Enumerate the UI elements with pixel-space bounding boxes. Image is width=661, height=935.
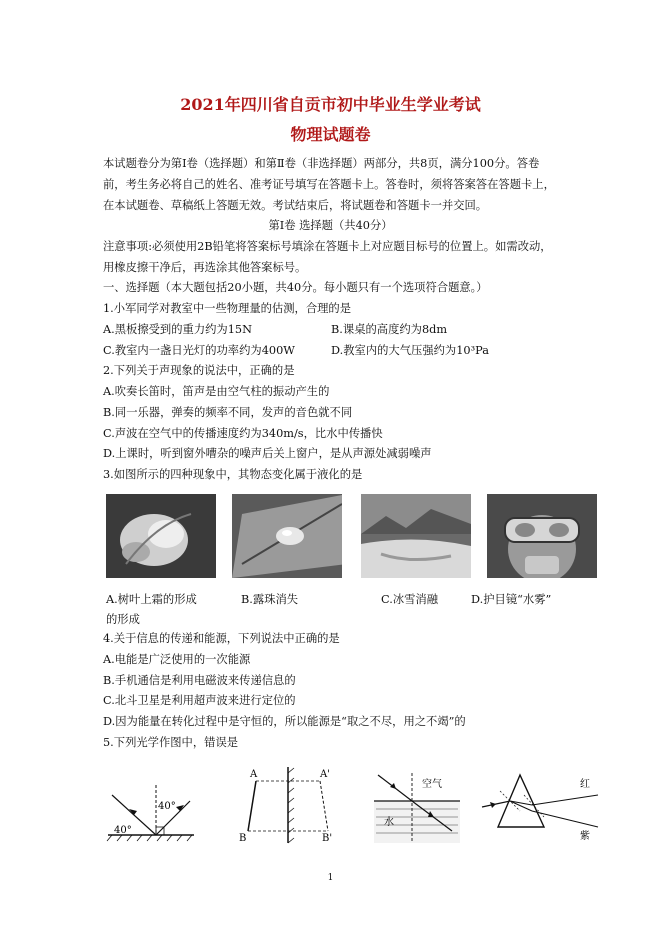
d2-label-b: B	[239, 833, 247, 844]
d1-angle-top: 40°	[158, 801, 176, 812]
d4-label-red: 红	[580, 779, 590, 790]
q4-stem: 4.关于信息的传递和能源，下列说法中正确的是	[103, 632, 340, 645]
q3-option-b: B.露珠消失	[241, 593, 299, 606]
q3-option-a-wrap: 的形成	[106, 613, 140, 626]
intro-line-2: 前，考生务必将自己的姓名、准考证号填写在答题卡上。答卷时，须将答案答在答题卡上，	[103, 178, 555, 191]
d2-label-a-prime: A'	[320, 769, 330, 780]
exam-subtitle: 物理试题卷	[290, 125, 371, 144]
q3-option-a: A.树叶上霜的形成	[106, 593, 197, 606]
exam-title: 2021年四川省自贡市初中毕业生学业考试	[180, 95, 481, 114]
refraction-diagram	[372, 765, 464, 845]
q2-stem: 2.下列关于声现象的说法中，正确的是	[103, 364, 295, 377]
intro-line-3: 在本试题卷、草稿纸上答题无效。考试结束后，将试题卷和答题卡一并交回。	[103, 199, 488, 212]
q2-option-b: B.同一乐器，弹奏的频率不同，发声的音色就不同	[103, 406, 353, 419]
reflection-diagram	[104, 765, 196, 843]
notice-line-2: 用橡皮擦干净后，再选涂其他答案标号。	[103, 261, 307, 274]
d4-label-purple: 紫	[580, 831, 590, 842]
dew-drop-photo	[232, 494, 342, 578]
d3-label-air: 空气	[422, 779, 442, 790]
d2-label-b-prime: B'	[322, 833, 333, 844]
notice-line-1: 注意事项:必须使用2B铅笔将答案标号填涂在答题卡上对应题目标号的位置上。如需改动，	[103, 240, 552, 253]
section-title: 第Ⅰ卷 选择题（共40分）	[268, 219, 393, 232]
q5-stem: 5.下列光学作图中，错误是	[103, 736, 239, 749]
d1-angle-bottom: 40°	[114, 825, 132, 836]
plane-mirror-diagram	[236, 765, 336, 845]
q1-option-d: D.教室内的大气压强约为10³Pa	[331, 344, 489, 357]
q1-stem: 1.小军同学对教室中一些物理量的估测，合理的是	[103, 302, 352, 315]
q1-option-a: A.黑板擦受到的重力约为15N	[103, 323, 252, 336]
q1-option-c: C.教室内一盏日光灯的功率约为400W	[103, 344, 295, 357]
d2-label-a: A	[250, 769, 258, 780]
q3-option-c: C.冰雪消融	[381, 593, 439, 606]
q2-option-a: A.吹奏长笛时，笛声是由空气柱的振动产生的	[103, 385, 330, 398]
q4-option-a: A.电能是广泛使用的一次能源	[103, 653, 251, 666]
d3-label-water: 水	[384, 817, 394, 828]
q4-option-d: D.因为能量在转化过程中是守恒的，所以能源是“取之不尽，用之不竭”的	[103, 715, 466, 728]
q4-option-b: B.手机通信是利用电磁波来传递信息的	[103, 674, 296, 687]
page-number: 1	[327, 873, 334, 883]
q2-option-c: C.声波在空气中的传播速度约为340m/s，比水中传播快	[103, 427, 383, 440]
frost-leaf-photo	[106, 494, 216, 578]
q2-option-d: D.上课时，听到窗外嘈杂的噪声后关上窗户，是从声源处减弱噪声	[103, 447, 432, 460]
q1-option-b: B.课桌的高度约为8dm	[331, 323, 448, 336]
goggles-fog-photo	[487, 494, 597, 578]
part-heading: 一、选择题（本大题包括20小题，共40分。每小题只有一个选项符合题意。）	[103, 281, 488, 294]
prism-dispersion-diagram	[480, 765, 610, 843]
q3-stem: 3.如图所示的四种现象中，其物态变化属于液化的是	[103, 468, 363, 481]
q3-option-d: D.护目镜“水雾”	[471, 593, 552, 606]
melting-snow-photo	[361, 494, 471, 578]
intro-line-1: 本试题卷分为第Ⅰ卷（选择题）和第Ⅱ卷（非选择题）两部分，共8页，满分100分。答卷	[103, 157, 540, 170]
q4-option-c: C.北斗卫星是利用超声波来进行定位的	[103, 694, 296, 707]
